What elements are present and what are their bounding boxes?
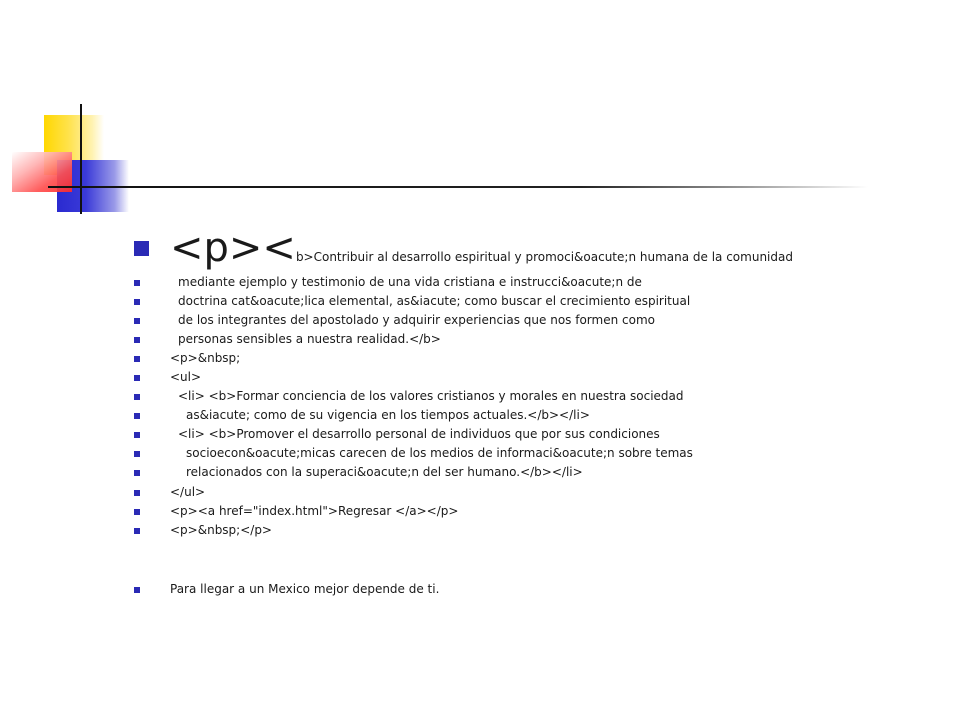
- small-text: b>Contribuir al desarrollo espiritual y promoci&oacute;n humana de la comunidad: [295, 250, 793, 264]
- bullet-marker-icon: [134, 318, 140, 324]
- list-item: de los integrantes del apostolado y adquirir experiencias que nos formen como: [178, 313, 655, 327]
- bullet-marker-icon: [134, 470, 140, 476]
- bullet-marker-icon: [134, 280, 140, 286]
- bullet-marker-icon: [134, 451, 140, 457]
- list-item: <p>&nbsp;: [170, 351, 241, 365]
- bullet-marker-icon: [134, 241, 149, 256]
- list-item: </ul>: [170, 485, 206, 499]
- list-item: as&iacute; como de su vigencia en los tiempos actuales.</b></li>: [186, 408, 590, 422]
- list-item: personas sensibles a nuestra realidad.</b>: [178, 332, 441, 346]
- bullet-marker-icon: [134, 337, 140, 343]
- list-item: doctrina cat&oacute;lica elemental, as&iacute; como buscar el crecimiento espiritual: [178, 294, 691, 308]
- list-item: socioecon&oacute;micas carecen de los medios de informaci&oacute;n sobre temas: [186, 446, 693, 460]
- closing-text: Para llegar a un Mexico mejor depende de ti.: [170, 582, 440, 596]
- bullet-marker-icon: [134, 528, 140, 534]
- bullet-marker-icon: [134, 509, 140, 515]
- list-item: <li> <b>Promover el desarrollo personal de individuos que por sus condiciones: [178, 427, 660, 441]
- list-item: <p>&nbsp;</p>: [170, 523, 272, 537]
- bullet-marker-icon: [134, 490, 140, 496]
- bullet-marker-icon: [134, 299, 140, 305]
- bullet-marker-icon: [134, 413, 140, 419]
- large-text: <p><: [170, 225, 296, 271]
- list-item: <li> <b>Formar conciencia de los valores cristianos y morales en nuestra sociedad: [178, 389, 684, 403]
- bullet-marker-icon: [134, 394, 140, 400]
- list-item: mediante ejemplo y testimonio de una vida cristiana e instrucci&oacute;n de: [178, 275, 642, 289]
- bullet-marker-icon: [134, 356, 140, 362]
- list-item: relacionados con la superaci&oacute;n del ser humano.</b></li>: [186, 465, 583, 479]
- bullet-marker-icon: [134, 587, 140, 593]
- list-item: <p><a href="index.html">Regresar </a></p>: [170, 504, 459, 518]
- list-item: [170, 226, 793, 279]
- bullet-marker-icon: [134, 375, 140, 381]
- bullet-marker-icon: [134, 432, 140, 438]
- list-item: <ul>: [170, 370, 202, 384]
